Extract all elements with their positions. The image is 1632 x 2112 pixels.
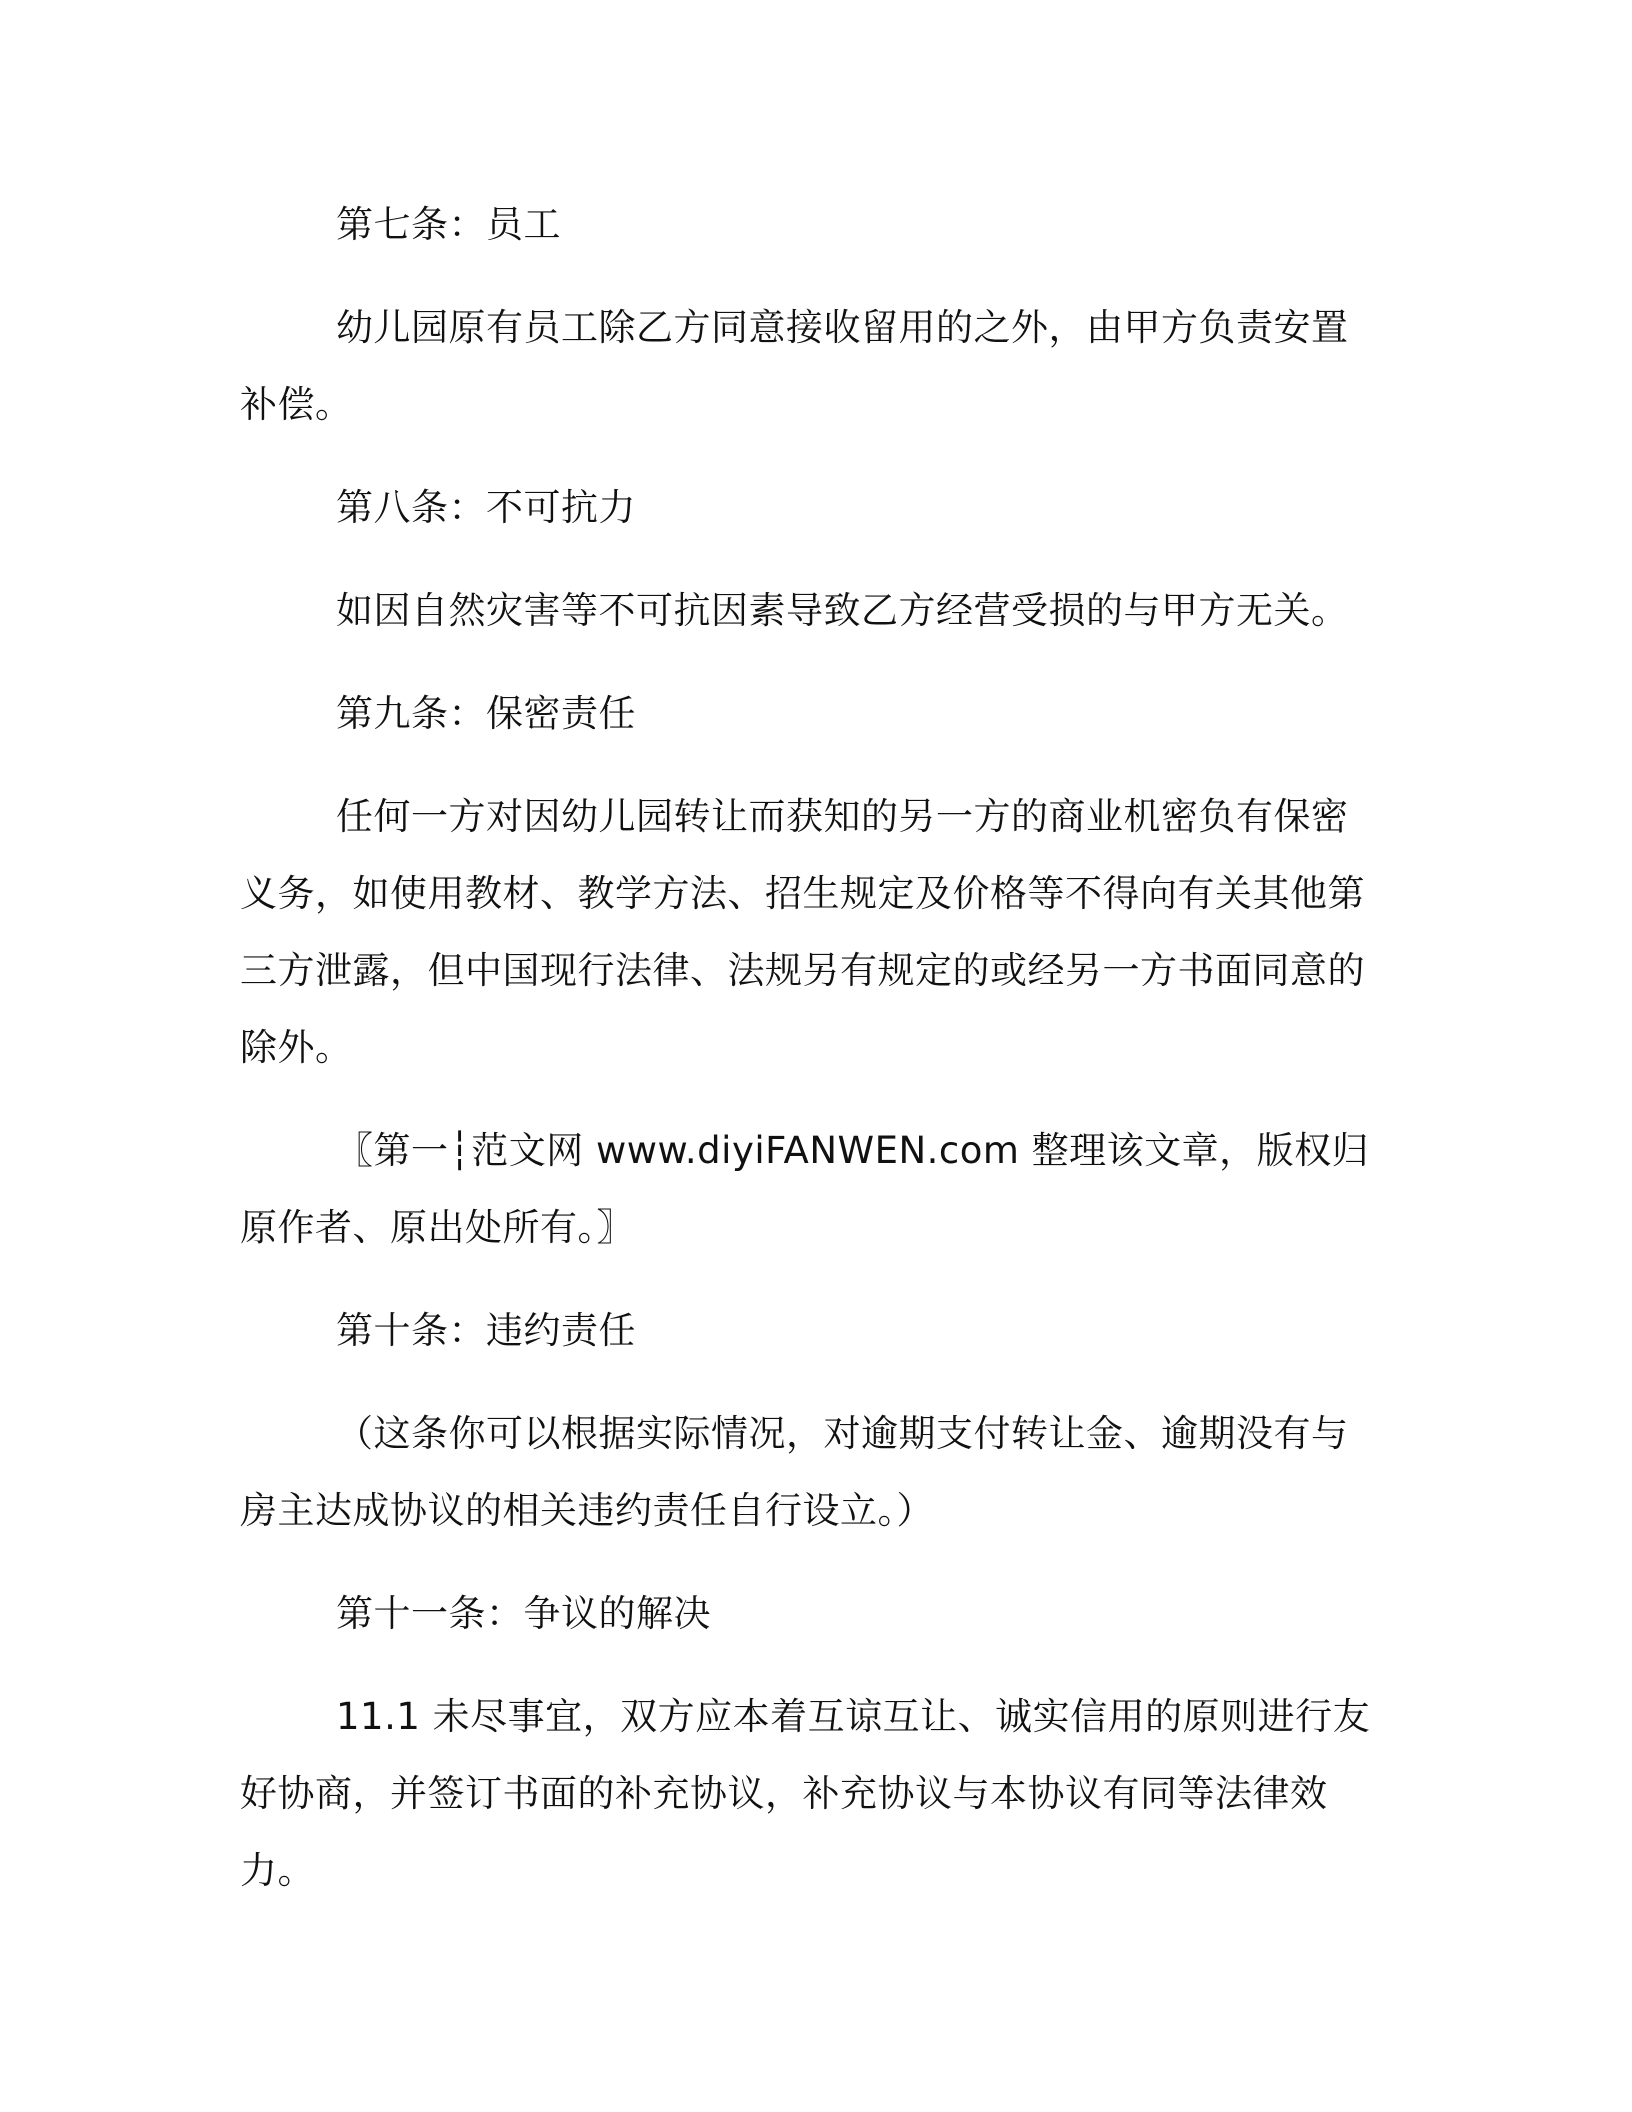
article-8-heading: 第八条：不可抗力 — [336, 486, 636, 529]
article-7-text: 幼儿园原有员工除乙方同意接收留用的之外，由甲方负责安置补偿。 — [240, 306, 1349, 426]
article-11-1-text: 11.1 未尽事宜，双方应本着互谅互让、诚实信用的原则进行友好协商，并签订书面的补充协议，补充协议与本协议有同等法律效力。 — [240, 1695, 1371, 1892]
article-10-heading: 第十条：违约责任 — [336, 1309, 636, 1352]
article-10-text: （这条你可以根据实际情况，对逾期支付转让金、逾期没有与房主达成协议的相关违约责任自行设立。） — [240, 1412, 1349, 1532]
article-9-heading: 第九条：保密责任 — [336, 692, 636, 735]
article-11-heading: 第十一条：争议的解决 — [336, 1592, 711, 1635]
article-9-text: 任何一方对因幼儿园转让而获知的另一方的商业机密负有保密义务，如使用教材、教学方法、招生规定及价格等不得向有关其他第三方泄露，但中国现行法律、法规另有规定的或经另一方书面同意的除外。 — [240, 795, 1365, 1069]
document-body — [240, 186, 1380, 1935]
copyright-notice: 〖第一┆范文网 www.diyiFANWEN.com 整理该文章，版权归原作者、原出处所有。〗 — [240, 1129, 1370, 1249]
article-7-heading: 第七条：员工 — [336, 203, 561, 246]
article-8-text: 如因自然灾害等不可抗因素导致乙方经营受损的与甲方无关。 — [336, 589, 1349, 632]
